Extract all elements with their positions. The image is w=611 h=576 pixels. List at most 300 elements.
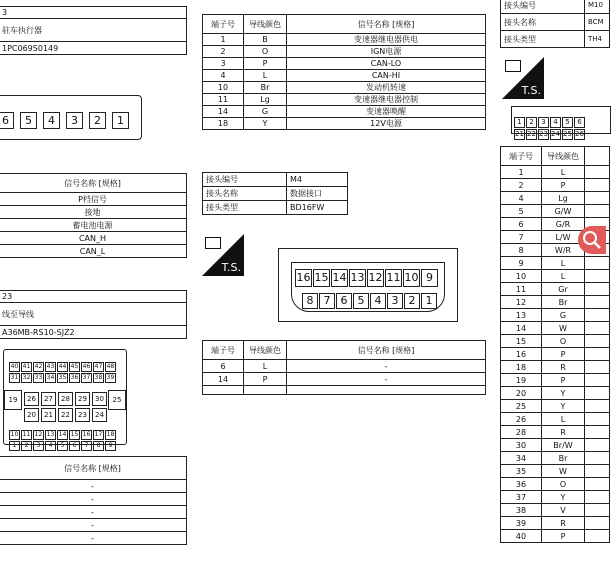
terminal-cell: 2 (501, 179, 542, 192)
terminal-cell: 4 (501, 192, 542, 205)
info-row (501, 14, 610, 31)
table-row (203, 373, 486, 386)
signal-cell: 发动机转速 (287, 82, 486, 94)
info-value: TH4 (585, 31, 610, 48)
color-cell: P (542, 348, 585, 361)
terminal-cell: 7 (501, 231, 542, 244)
color-cell: Y (542, 491, 585, 504)
right-header-terminal: 端子号 (501, 147, 542, 166)
color-cell: O (542, 478, 585, 491)
table-row (501, 179, 610, 192)
terminal-cell: 15 (501, 335, 542, 348)
color-cell: P (542, 374, 585, 387)
connector-pin: 45 (70, 363, 79, 370)
connector-pin: 23 (75, 408, 90, 422)
connector-pin: 44 (58, 363, 67, 370)
terminal-cell: 14 (501, 322, 542, 335)
info-label: 接头名称 (501, 14, 585, 31)
signal-cell (585, 400, 610, 413)
terminal-cell: 11 (203, 94, 244, 106)
table-row (0, 232, 187, 245)
color-cell: R (542, 361, 585, 374)
connector-pin: 22 (58, 408, 73, 422)
right-connector-face (511, 106, 611, 138)
terminal-cell: 25 (501, 400, 542, 413)
signal-cell (585, 478, 610, 491)
terminal-cell: 18 (501, 361, 542, 374)
connector-pin: 1 (514, 117, 525, 128)
right-connector-plug-icon (505, 60, 521, 72)
t2-header-terminal: 端子号 (203, 341, 244, 360)
connector-pin: 2 (526, 117, 537, 128)
signal-name: - (0, 493, 187, 506)
connector-pin: 5 (57, 441, 68, 451)
signal-name: CAN_L (0, 245, 187, 258)
left-pin: 2 (89, 112, 106, 129)
terminal-cell: 34 (501, 452, 542, 465)
left-pin: 5 (20, 112, 37, 129)
left-pin: 3 (66, 112, 83, 129)
signal-cell (585, 309, 610, 322)
connector-pin: 35 (58, 374, 67, 381)
obd-pin: 8 (302, 293, 318, 309)
signal-cell (585, 270, 610, 283)
left-pin-row (0, 109, 135, 129)
obd-pin: 14 (331, 269, 348, 287)
left-bottom-header: 信号名称 [规格] (0, 457, 187, 480)
color-cell: Br/W (542, 439, 585, 452)
signal-cell: - (287, 360, 486, 373)
magnifier-icon (578, 226, 606, 254)
table-row (501, 504, 610, 517)
left-mid-connector-info (0, 290, 187, 339)
connector-pin: 4 (550, 117, 561, 128)
middle-terminal-table-2 (202, 340, 486, 395)
signal-name: CAN_H (0, 232, 187, 245)
color-cell: P (542, 179, 585, 192)
obd-pin: 12 (367, 269, 384, 287)
color-cell: Lg (244, 94, 287, 106)
connector-pin: 32 (22, 374, 31, 381)
connector-pin: 21 (41, 408, 56, 422)
obd-pin: 4 (370, 293, 386, 309)
right-ts-icon (502, 57, 544, 99)
connector-pin: 38 (94, 374, 103, 381)
connector-pin: 31 (10, 374, 19, 381)
connector-pin: 40 (10, 363, 19, 370)
signal-cell (585, 439, 610, 452)
table-row (501, 192, 610, 205)
connector-pin: 9 (105, 441, 116, 451)
info-value: BCM (585, 14, 610, 31)
right-ts-label: T.S. (521, 84, 541, 97)
table-row (501, 439, 610, 452)
connector-pin: 17 (94, 431, 103, 438)
terminal-cell: 6 (501, 218, 542, 231)
color-cell: O (542, 335, 585, 348)
table-row (501, 426, 610, 439)
connector-pin: 15 (70, 431, 79, 438)
right-terminal-table (500, 146, 610, 543)
table-row (203, 386, 486, 395)
connector-pin: 26 (24, 392, 39, 406)
connector-pin: 27 (41, 392, 56, 406)
table-row (203, 58, 486, 70)
signal-cell (585, 348, 610, 361)
signal-name: - (0, 519, 187, 532)
color-cell: L (244, 70, 287, 82)
left-info-type: 1PC069S0149 (0, 42, 187, 55)
search-button[interactable] (578, 226, 606, 254)
table-row (501, 387, 610, 400)
terminal-cell: 1 (501, 166, 542, 179)
table-row (0, 219, 187, 232)
obd-connector-frame (278, 248, 458, 322)
connector-pin: 26 (575, 130, 584, 138)
signal-name: - (0, 480, 187, 493)
signal-cell (585, 504, 610, 517)
terminal-cell: 9 (501, 257, 542, 270)
t2-header-signal: 信号名称 [规格] (287, 341, 486, 360)
obd-pin: 9 (421, 269, 438, 287)
connector-pin: 10 (10, 431, 19, 438)
obd-pin: 11 (385, 269, 402, 287)
terminal-cell: 36 (501, 478, 542, 491)
terminal-cell: 1 (203, 34, 244, 46)
table-row (0, 493, 187, 506)
table-row (501, 348, 610, 361)
connector-pin: 36 (70, 374, 79, 381)
right-header-signal (585, 147, 610, 166)
signal-cell (585, 530, 610, 543)
connector-pin: 24 (551, 130, 560, 138)
color-cell: W (542, 322, 585, 335)
color-cell: P (244, 373, 287, 386)
obd-pin: 3 (387, 293, 403, 309)
color-cell: Br (542, 452, 585, 465)
connector-pin: 12 (34, 431, 43, 438)
signal-cell: 变速器继电器控制 (287, 94, 486, 106)
left-mid-number: 23 (0, 291, 187, 303)
connector-pin: 2 (21, 441, 32, 451)
signal-cell (585, 322, 610, 335)
table-row (203, 118, 486, 130)
info-label: 接头类型 (501, 31, 585, 48)
color-cell: L (542, 413, 585, 426)
color-cell: L/W (542, 231, 585, 244)
terminal-cell: 8 (501, 244, 542, 257)
signal-cell: CAN-LO (287, 58, 486, 70)
terminal-cell: 37 (501, 491, 542, 504)
signal-cell (585, 283, 610, 296)
table-row (501, 309, 610, 322)
table-row (203, 34, 486, 46)
table-row (203, 46, 486, 58)
left-info-number: 3 (0, 7, 187, 19)
table-row (501, 491, 610, 504)
connector-pin: 48 (106, 363, 115, 370)
color-cell: L (542, 257, 585, 270)
left-side-pin-25: 25 (108, 390, 126, 410)
terminal-cell (203, 386, 244, 395)
connector-pin: 46 (82, 363, 91, 370)
table-row (501, 465, 610, 478)
color-cell: G (244, 106, 287, 118)
signal-name: 接地 (0, 206, 187, 219)
ts-icon (202, 234, 244, 276)
table-row (501, 335, 610, 348)
color-cell: L (542, 166, 585, 179)
signal-name: - (0, 506, 187, 519)
obd-pin: 7 (319, 293, 335, 309)
left-mid-name: 线至导线 (0, 303, 187, 326)
table-row (501, 413, 610, 426)
signal-cell (585, 257, 610, 270)
signal-cell (585, 413, 610, 426)
terminal-cell: 38 (501, 504, 542, 517)
color-cell: P (542, 530, 585, 543)
connector-pin: 41 (22, 363, 31, 370)
left-pin: 1 (112, 112, 129, 129)
left-pin: 4 (43, 112, 60, 129)
left-side-pin-19: 19 (4, 390, 22, 410)
terminal-cell: 26 (501, 413, 542, 426)
connector-pin: 8 (93, 441, 104, 451)
left-pin: 6 (0, 112, 14, 129)
color-cell: P (244, 58, 287, 70)
table-row (0, 506, 187, 519)
connector-pin: 1 (9, 441, 20, 451)
signal-cell (585, 452, 610, 465)
terminal-cell: 39 (501, 517, 542, 530)
connector-pin: 28 (58, 392, 73, 406)
t1-header-color: 导线颜色 (244, 15, 287, 34)
signal-cell (287, 386, 486, 395)
terminal-cell: 35 (501, 465, 542, 478)
color-cell: Y (542, 400, 585, 413)
connector-pin: 18 (106, 431, 115, 438)
connector-pin: 33 (34, 374, 43, 381)
color-cell: Y (542, 387, 585, 400)
signal-cell (585, 192, 610, 205)
connector-pin: 21 (515, 130, 524, 138)
connector-pin: 5 (562, 117, 573, 128)
connector-pin: 11 (22, 431, 31, 438)
color-cell: Lg (542, 192, 585, 205)
terminal-cell: 2 (203, 46, 244, 58)
connector-pin: 34 (46, 374, 55, 381)
t1-header-terminal: 端子号 (203, 15, 244, 34)
connector-plug-icon (205, 237, 221, 249)
table-row (0, 206, 187, 219)
terminal-cell: 5 (501, 205, 542, 218)
obd-pin: 5 (353, 293, 369, 309)
connector-pin: 14 (58, 431, 67, 438)
connector-pin: 16 (82, 431, 91, 438)
terminal-cell: 16 (501, 348, 542, 361)
t2-header-color: 导线颜色 (244, 341, 287, 360)
connector-pin: 37 (82, 374, 91, 381)
signal-name: 蓄电池电源 (0, 219, 187, 232)
obd-pin: 15 (313, 269, 330, 287)
table-row (501, 361, 610, 374)
table-row (501, 322, 610, 335)
obd-pin: 1 (421, 293, 437, 309)
signal-cell (585, 179, 610, 192)
connector-pin: 7 (81, 441, 92, 451)
signal-cell: 变速器继电器供电 (287, 34, 486, 46)
obd-pin: 2 (404, 293, 420, 309)
terminal-cell: 12 (501, 296, 542, 309)
color-cell: L (542, 270, 585, 283)
table-row (203, 360, 486, 373)
signal-cell: CAN-HI (287, 70, 486, 82)
obd-pin: 6 (336, 293, 352, 309)
terminal-cell: 6 (203, 360, 244, 373)
signal-cell: IGN电源 (287, 46, 486, 58)
connector-pin: 42 (34, 363, 43, 370)
connector-pin: 3 (33, 441, 44, 451)
terminal-cell: 13 (501, 309, 542, 322)
right-connector-info (500, 0, 610, 48)
left-connector-face (0, 95, 142, 140)
connector-pin: 13 (46, 431, 55, 438)
middle-terminal-table-1 (202, 14, 486, 130)
terminal-cell: 30 (501, 439, 542, 452)
obd-connector-face (291, 262, 445, 312)
table-row (0, 480, 187, 493)
terminal-cell: 10 (203, 82, 244, 94)
info-value: M10 (585, 0, 610, 14)
terminal-cell: 10 (501, 270, 542, 283)
table-row (501, 530, 610, 543)
info-row (501, 31, 610, 48)
signal-cell (585, 361, 610, 374)
info-value: M4 (287, 173, 348, 187)
table-row (0, 519, 187, 532)
table-row (501, 270, 610, 283)
info-row (501, 0, 610, 14)
connector-pin: 6 (69, 441, 80, 451)
left-signal-table (0, 173, 187, 258)
info-label: 接头编号 (501, 0, 585, 14)
connector-pin: 3 (538, 117, 549, 128)
terminal-cell: 14 (203, 106, 244, 118)
color-cell: W/R (542, 244, 585, 257)
connector-pin: 23 (539, 130, 548, 138)
color-cell: V (542, 504, 585, 517)
color-cell: L (244, 360, 287, 373)
connector-pin: 39 (106, 374, 115, 381)
terminal-cell: 14 (203, 373, 244, 386)
table-row (0, 245, 187, 258)
connector-pin: 43 (46, 363, 55, 370)
color-cell: G/W (542, 205, 585, 218)
table-row (501, 517, 610, 530)
connector-pin: 4 (45, 441, 56, 451)
signal-cell (585, 517, 610, 530)
signal-name: - (0, 532, 187, 545)
terminal-cell: 3 (203, 58, 244, 70)
color-cell: R (542, 426, 585, 439)
color-cell: Gr (542, 283, 585, 296)
connector-pin: 30 (92, 392, 107, 406)
info-label: 接头编号 (203, 173, 287, 187)
info-row (203, 201, 348, 215)
signal-cell: 12V电源 (287, 118, 486, 130)
left-signal-header: 信号名称 [规格] (0, 174, 187, 193)
ts-label: T.S. (221, 261, 241, 274)
signal-cell (585, 426, 610, 439)
color-cell: B (244, 34, 287, 46)
obd-pin: 16 (295, 269, 312, 287)
table-row (501, 478, 610, 491)
signal-cell (585, 166, 610, 179)
table-row (0, 532, 187, 545)
info-value: BD16FW (287, 201, 348, 215)
info-row (203, 187, 348, 201)
terminal-cell: 4 (203, 70, 244, 82)
color-cell: G/R (542, 218, 585, 231)
terminal-cell: 40 (501, 530, 542, 543)
terminal-cell: 20 (501, 387, 542, 400)
obd-pin: 10 (403, 269, 420, 287)
info-value: 数据接口 (287, 187, 348, 201)
info-row (203, 173, 348, 187)
signal-cell: - (287, 373, 486, 386)
color-cell (244, 386, 287, 395)
signal-cell (585, 465, 610, 478)
table-row (501, 296, 610, 309)
left-mid-type: A36MB-RS10-SJZ2 (0, 326, 187, 339)
left-multi-connector (3, 349, 127, 449)
table-row (0, 193, 187, 206)
terminal-cell: 18 (203, 118, 244, 130)
table-row (501, 452, 610, 465)
color-cell: Br (244, 82, 287, 94)
connector-pin: 6 (574, 117, 585, 128)
info-label: 接头名称 (203, 187, 287, 201)
connector-pin: 20 (24, 408, 39, 422)
left-info-name: 驻车执行器 (0, 19, 187, 42)
table-row (501, 374, 610, 387)
t1-header-signal: 信号名称 [规格] (287, 15, 486, 34)
table-row (501, 257, 610, 270)
connector-pin: 24 (92, 408, 107, 422)
color-cell: O (244, 46, 287, 58)
table-row (501, 283, 610, 296)
color-cell: R (542, 517, 585, 530)
signal-cell (585, 387, 610, 400)
connector-pin: 22 (527, 130, 536, 138)
info-label: 接头类型 (203, 201, 287, 215)
right-header-color: 导线颜色 (542, 147, 585, 166)
left-connector-info (0, 6, 187, 55)
connector-pin: 47 (94, 363, 103, 370)
color-cell: W (542, 465, 585, 478)
terminal-cell: 11 (501, 283, 542, 296)
signal-cell (585, 296, 610, 309)
left-bottom-table (0, 456, 187, 545)
signal-cell (585, 374, 610, 387)
table-row (203, 106, 486, 118)
color-cell: Y (244, 118, 287, 130)
table-row (501, 205, 610, 218)
table-row (203, 70, 486, 82)
signal-cell (585, 335, 610, 348)
terminal-cell: 28 (501, 426, 542, 439)
signal-cell (585, 205, 610, 218)
